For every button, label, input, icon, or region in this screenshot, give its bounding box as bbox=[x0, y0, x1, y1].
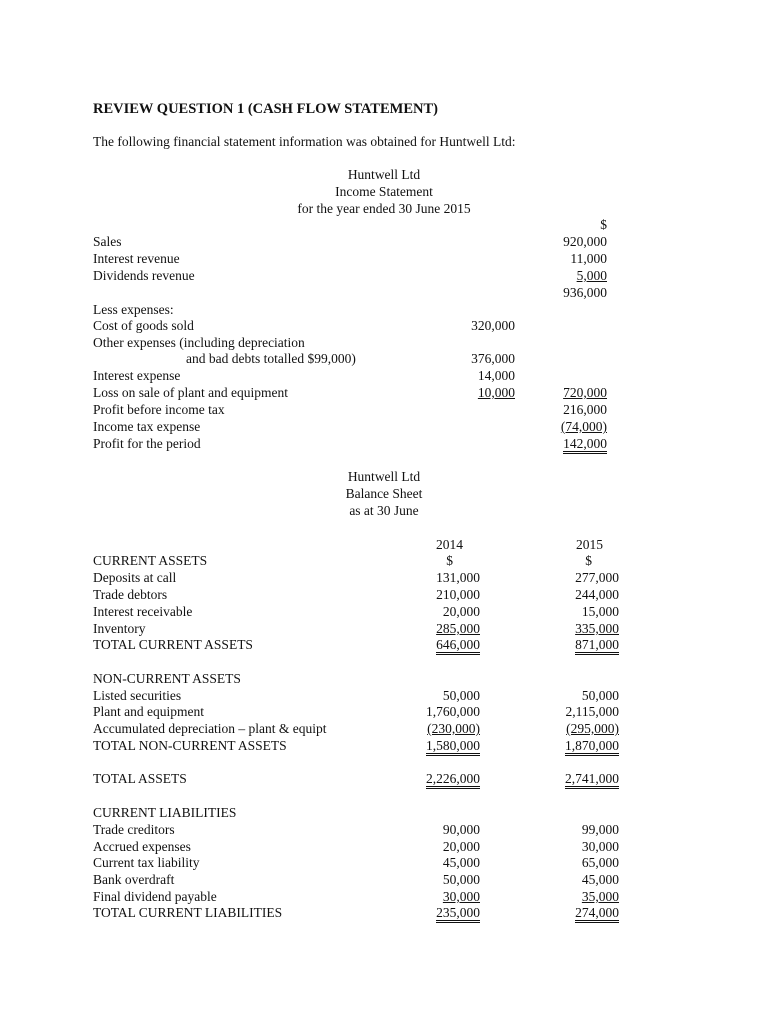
is-period: for the year ended 30 June 2015 bbox=[297, 201, 471, 216]
bs-row bbox=[93, 587, 633, 603]
bs-label: Bank overdraft bbox=[93, 872, 175, 887]
bs-label: TOTAL CURRENT LIABILITIES bbox=[93, 905, 283, 920]
is-row bbox=[93, 402, 633, 418]
bs-label: Listed securities bbox=[93, 688, 182, 703]
bs-value-2014: 50,000 bbox=[442, 688, 480, 703]
is-right-value: 11,000 bbox=[570, 251, 607, 266]
is-label: Interest revenue bbox=[93, 251, 180, 266]
bs-year-2015: 2015 bbox=[576, 537, 603, 552]
bs-value-2015: (295,000) bbox=[566, 721, 619, 736]
bs-heading: Balance Sheet bbox=[345, 486, 423, 501]
bs-value-2014: 45,000 bbox=[442, 855, 480, 870]
bs-value-2015: 274,000 bbox=[575, 905, 619, 923]
bs-label: TOTAL CURRENT ASSETS bbox=[93, 637, 253, 652]
bs-label: Trade debtors bbox=[93, 587, 168, 602]
is-label: Other expenses (including depreciation bbox=[93, 335, 305, 350]
bs-value-2014: 210,000 bbox=[436, 587, 480, 602]
bs-section-title: CURRENT ASSETS bbox=[93, 553, 208, 568]
bs-value-2015: 2,741,000 bbox=[565, 771, 619, 789]
bs-row bbox=[93, 704, 633, 720]
bs-section-header bbox=[93, 553, 633, 569]
bs-row bbox=[93, 822, 633, 838]
is-row bbox=[93, 251, 633, 267]
bs-section-header bbox=[93, 671, 633, 687]
is-label: Cost of goods sold bbox=[93, 318, 194, 333]
bs-value-2015: 50,000 bbox=[581, 688, 619, 703]
bs-value-2014: 1,760,000 bbox=[426, 704, 480, 719]
bs-row bbox=[93, 570, 633, 586]
bs-section-title: CURRENT LIABILITIES bbox=[93, 805, 237, 820]
bs-value-2015: 99,000 bbox=[581, 822, 619, 837]
is-currency-row bbox=[93, 217, 633, 233]
is-row bbox=[93, 234, 633, 250]
bs-value-2014: 90,000 bbox=[442, 822, 480, 837]
bs-label: Inventory bbox=[93, 621, 146, 636]
bs-year-row bbox=[93, 537, 633, 553]
bs-currency-2014: $ bbox=[446, 553, 453, 568]
bs-total-row bbox=[93, 905, 633, 921]
is-right-value: 216,000 bbox=[563, 402, 607, 417]
bs-label: TOTAL NON-CURRENT ASSETS bbox=[93, 738, 287, 753]
bs-value-2014: 30,000 bbox=[442, 889, 480, 904]
is-row bbox=[93, 268, 633, 284]
is-label: Loss on sale of plant and equipment bbox=[93, 385, 288, 400]
document-title: REVIEW QUESTION 1 (CASH FLOW STATEMENT) bbox=[93, 101, 438, 117]
is-label: Income tax expense bbox=[93, 419, 201, 434]
bs-section-title: NON-CURRENT ASSETS bbox=[93, 671, 241, 686]
bs-value-2015: 30,000 bbox=[581, 839, 619, 854]
bs-value-2014: (230,000) bbox=[427, 721, 480, 736]
is-label: Profit before income tax bbox=[93, 402, 225, 417]
is-label: Profit for the period bbox=[93, 436, 201, 451]
bs-row bbox=[93, 688, 633, 704]
is-mid-value: 10,000 bbox=[477, 385, 515, 400]
bs-value-2014: 131,000 bbox=[436, 570, 480, 585]
bs-value-2014: 2,226,000 bbox=[426, 771, 480, 789]
bs-row bbox=[93, 604, 633, 620]
bs-label: Deposits at call bbox=[93, 570, 177, 585]
bs-value-2014: 235,000 bbox=[436, 905, 480, 923]
intro-text: The following financial statement information was obtained for Huntwell Ltd: bbox=[93, 134, 516, 149]
bs-value-2015: 65,000 bbox=[581, 855, 619, 870]
bs-currency-2015: $ bbox=[585, 553, 592, 568]
bs-row bbox=[93, 621, 633, 637]
is-heading: Income Statement bbox=[335, 184, 433, 199]
is-right-value: 142,000 bbox=[563, 436, 607, 454]
is-label: Dividends revenue bbox=[93, 268, 195, 283]
is-label: Less expenses: bbox=[93, 302, 174, 317]
bs-value-2015: 1,870,000 bbox=[565, 738, 619, 756]
bs-value-2015: 2,115,000 bbox=[565, 704, 619, 719]
is-row bbox=[93, 368, 633, 384]
is-row bbox=[93, 385, 633, 401]
is-label: and bad debts totalled $99,000) bbox=[186, 351, 356, 366]
bs-label: Accumulated depreciation – plant & equipt bbox=[93, 721, 327, 736]
is-right-value: (74,000) bbox=[560, 419, 607, 434]
bs-label: Trade creditors bbox=[93, 822, 175, 837]
is-right-value: 720,000 bbox=[563, 385, 607, 400]
is-mid-value: 376,000 bbox=[471, 351, 515, 366]
bs-label: Final dividend payable bbox=[93, 889, 217, 904]
bs-row bbox=[93, 839, 633, 855]
is-label: Interest expense bbox=[93, 368, 181, 383]
is-mid-value: 14,000 bbox=[477, 368, 515, 383]
is-row bbox=[93, 285, 633, 301]
bs-year-2014: 2014 bbox=[436, 537, 463, 552]
bs-label: Plant and equipment bbox=[93, 704, 204, 719]
bs-row bbox=[93, 872, 633, 888]
bs-row bbox=[93, 855, 633, 871]
bs-section-header bbox=[93, 805, 633, 821]
is-row bbox=[93, 335, 633, 351]
is-row bbox=[93, 302, 633, 318]
is-currency: $ bbox=[600, 217, 607, 232]
bs-value-2014: 20,000 bbox=[442, 839, 480, 854]
is-subtotal-value: 936,000 bbox=[563, 285, 607, 300]
bs-value-2014: 646,000 bbox=[436, 637, 480, 655]
is-right-value: 5,000 bbox=[576, 268, 607, 283]
bs-value-2014: 50,000 bbox=[442, 872, 480, 887]
is-label: Sales bbox=[93, 234, 122, 249]
bs-label: Current tax liability bbox=[93, 855, 200, 870]
is-right-value: 920,000 bbox=[563, 234, 607, 249]
bs-label: TOTAL ASSETS bbox=[93, 771, 187, 786]
is-row bbox=[93, 318, 633, 334]
bs-value-2014: 1,580,000 bbox=[426, 738, 480, 756]
bs-total-row bbox=[93, 637, 633, 653]
bs-row bbox=[93, 889, 633, 905]
bs-value-2015: 871,000 bbox=[575, 637, 619, 655]
bs-value-2014: 20,000 bbox=[442, 604, 480, 619]
bs-label: Accrued expenses bbox=[93, 839, 191, 854]
is-mid-value: 320,000 bbox=[471, 318, 515, 333]
bs-value-2015: 45,000 bbox=[581, 872, 619, 887]
bs-company: Huntwell Ltd bbox=[347, 469, 421, 484]
bs-row bbox=[93, 721, 633, 737]
bs-value-2015: 244,000 bbox=[575, 587, 619, 602]
bs-total-row bbox=[93, 771, 633, 787]
bs-label: Interest receivable bbox=[93, 604, 193, 619]
is-row bbox=[93, 351, 633, 367]
bs-value-2015: 35,000 bbox=[581, 889, 619, 904]
bs-value-2015: 15,000 bbox=[581, 604, 619, 619]
bs-total-row bbox=[93, 738, 633, 754]
is-row bbox=[93, 436, 633, 452]
is-company: Huntwell Ltd bbox=[347, 167, 421, 182]
is-row bbox=[93, 419, 633, 435]
bs-value-2015: 277,000 bbox=[575, 570, 619, 585]
bs-period: as at 30 June bbox=[349, 503, 419, 518]
bs-value-2015: 335,000 bbox=[575, 621, 619, 636]
bs-value-2014: 285,000 bbox=[436, 621, 480, 636]
